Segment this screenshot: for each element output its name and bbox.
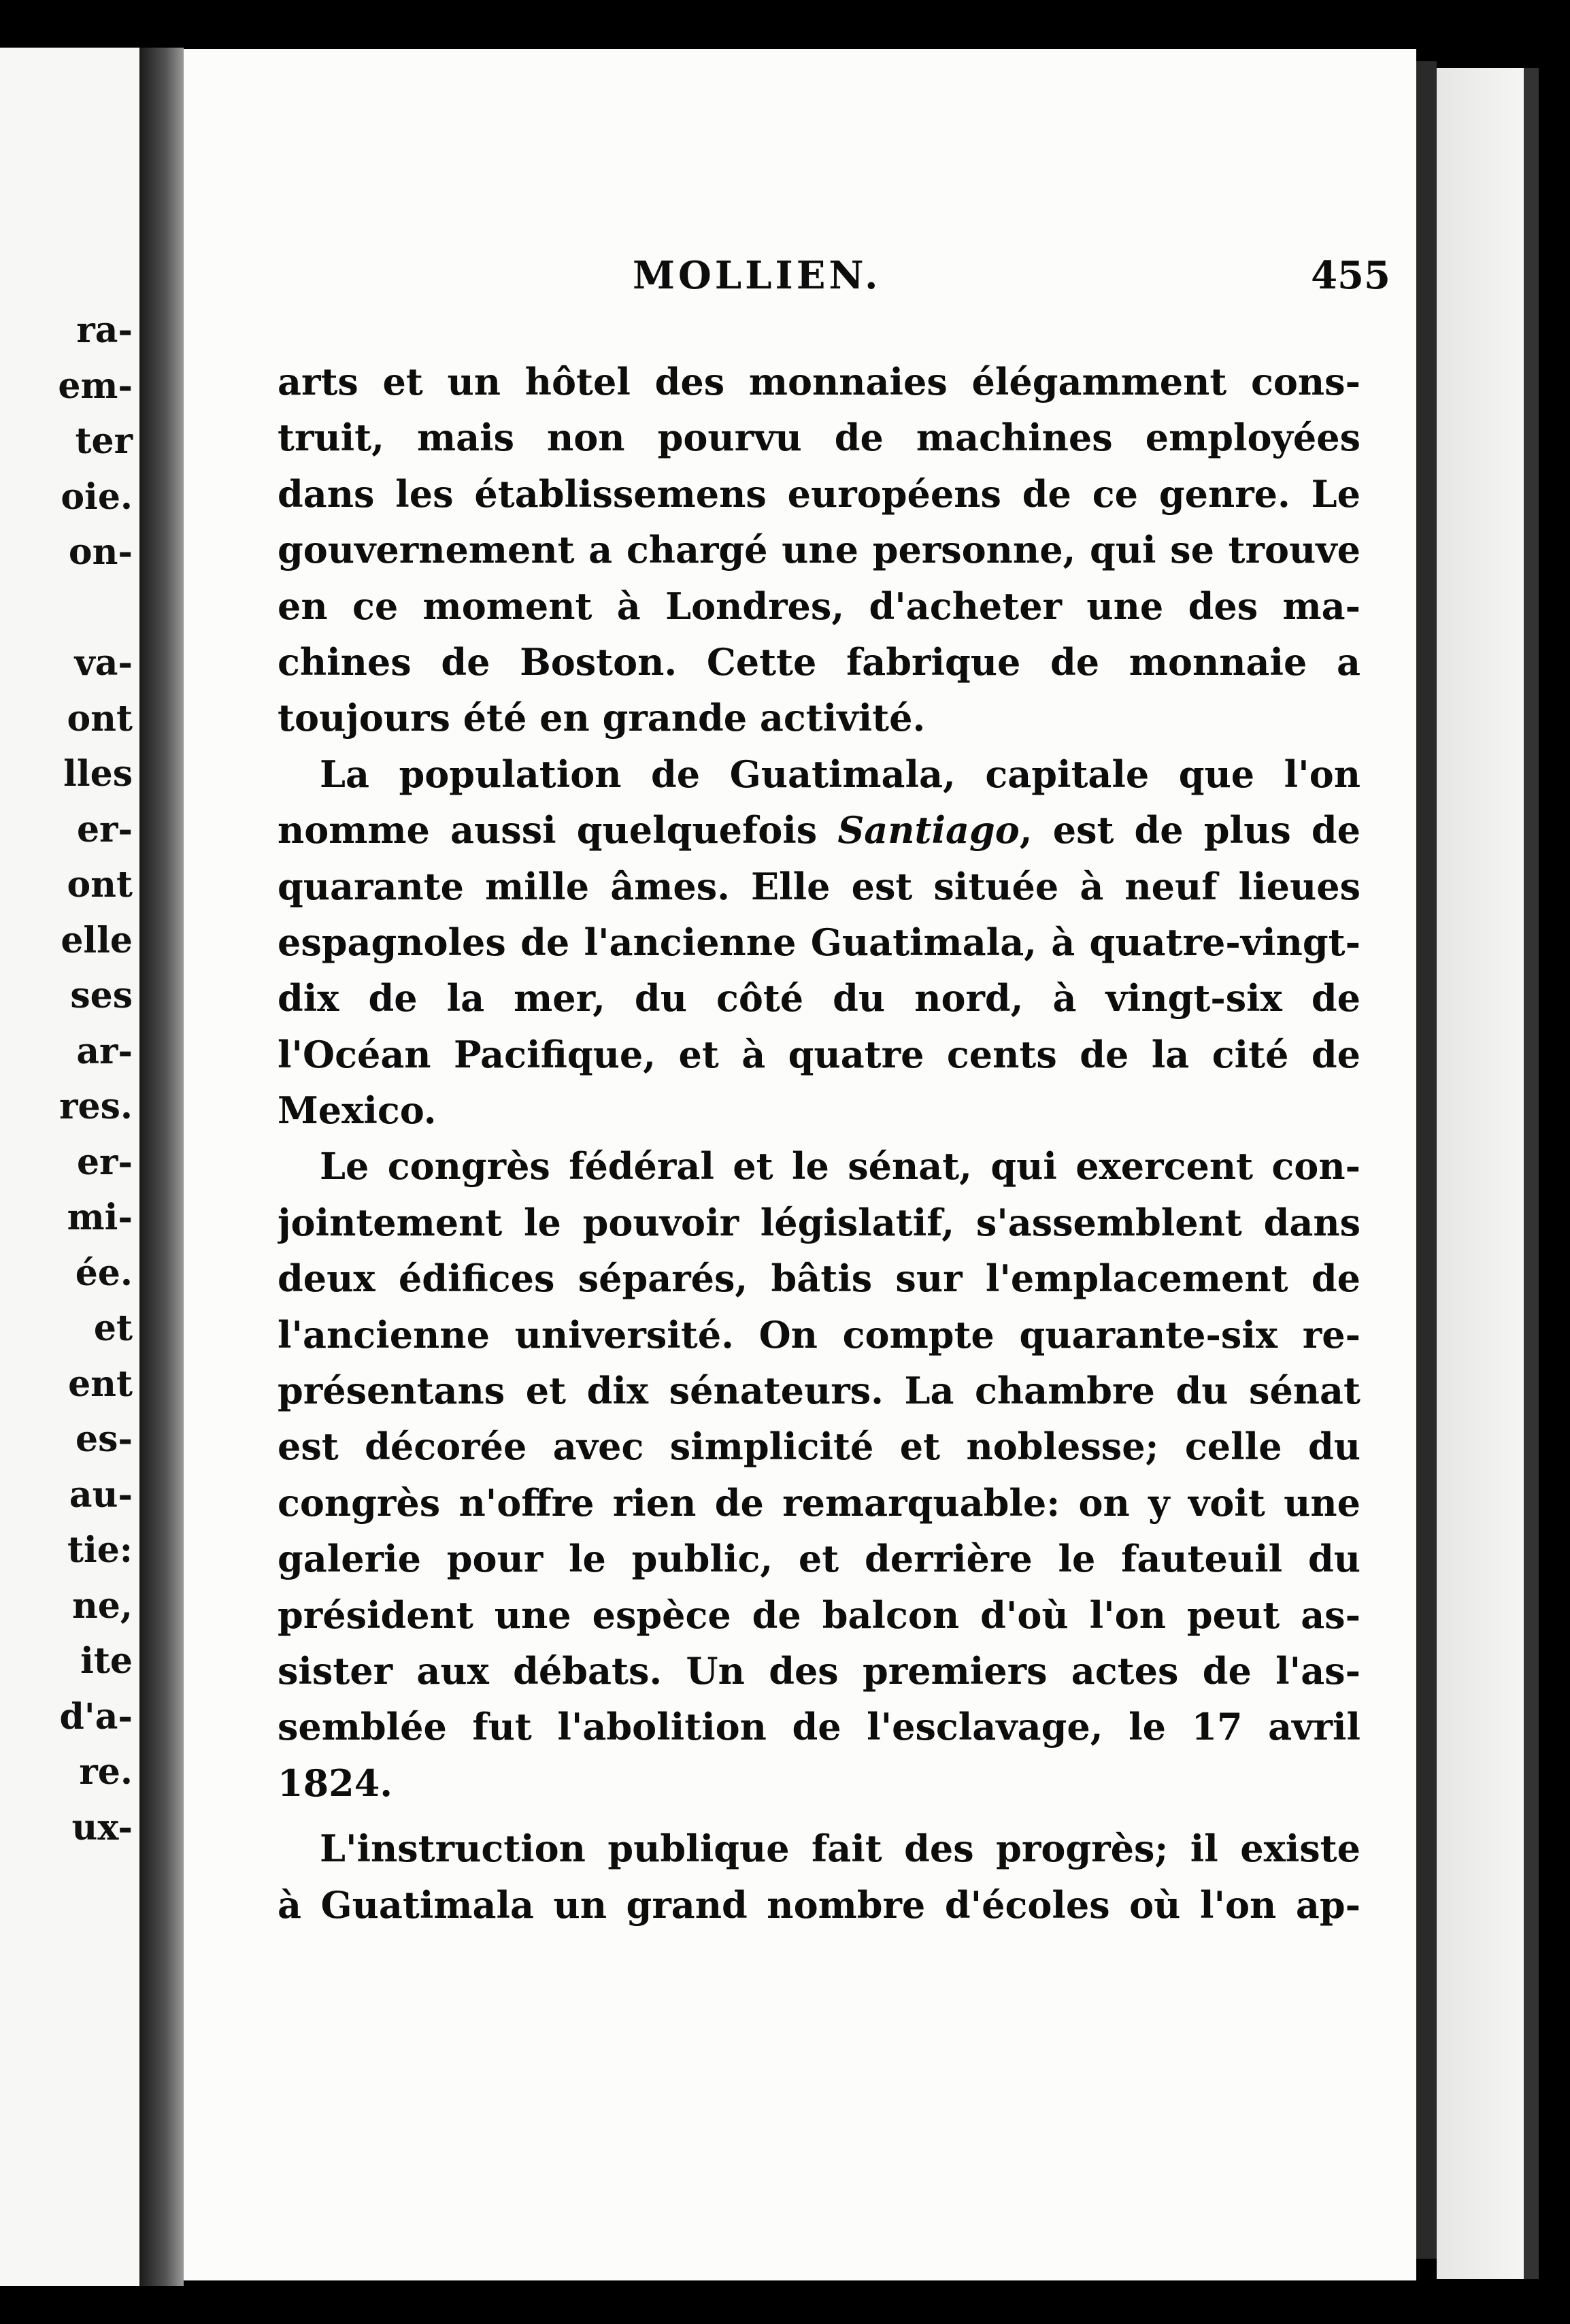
- previous-page-line-fragment: tie:: [67, 1529, 133, 1571]
- previous-page-line-fragment: ne,: [72, 1584, 133, 1627]
- text-line: espagnoles de l'ancienne Guatimala, à quatre-vingt-: [278, 920, 1360, 964]
- text-line: chines de Boston. Cette fabrique de monnaie a: [278, 640, 1360, 684]
- previous-page-line-fragment: va-: [74, 642, 133, 684]
- text-line: congrès n'offre rien de remarquable: on y voit une: [278, 1480, 1360, 1525]
- text-line: jointement le pouvoir législatif, s'assemblent dans: [278, 1200, 1360, 1244]
- paragraph: [278, 1138, 1360, 1811]
- previous-page-line-fragment: re.: [79, 1751, 133, 1793]
- text-line: toujours été en grande activité.: [278, 696, 926, 740]
- previous-page-line-fragment: au-: [69, 1474, 133, 1516]
- text-line: dix de la mer, du côté du nord, à vingt-six de: [278, 976, 1360, 1020]
- paragraph: [278, 746, 1360, 1139]
- previous-page-line-fragment: ée.: [75, 1252, 133, 1294]
- text-line: à Guatimala un grand nombre d'écoles où l'on ap-: [278, 1882, 1360, 1927]
- previous-page-line-fragment: ar-: [76, 1030, 133, 1072]
- running-head: MOLLIEN.: [633, 253, 882, 298]
- previous-page-line-fragment: et: [93, 1308, 133, 1349]
- next-page-edge: [1437, 68, 1524, 2279]
- text-line: 1824.: [278, 1761, 393, 1805]
- text-line: est décorée avec simplicité et noblesse; celle du: [278, 1425, 1360, 1469]
- text-line: L'instruction publique fait des progrès; il existe: [320, 1827, 1360, 1871]
- previous-page-edge: [0, 48, 139, 2286]
- previous-page-line-fragment: ra-: [76, 310, 133, 351]
- previous-page-line-fragment: ont: [67, 697, 133, 740]
- text-line: sister aux débats. Un des premiers actes de l'as-: [278, 1648, 1360, 1693]
- text-line: La population de Guatimala, capitale que l'on: [320, 752, 1360, 796]
- page-edge-dark: [1524, 68, 1539, 2279]
- text-line: semblée fut l'abolition de l'esclavage, le 17 avril: [278, 1705, 1360, 1749]
- paragraph: [278, 354, 1360, 746]
- text-line: l'Océan Pacifique, et à quatre cents de la cité de: [278, 1032, 1360, 1076]
- previous-page-line-fragment: ont: [67, 864, 133, 906]
- text-line: l'ancienne université. On compte quarante-six re-: [278, 1312, 1360, 1357]
- text-line: deux édifices séparés, bâtis sur l'emplacement de: [278, 1257, 1360, 1301]
- text-line: Mexico.: [278, 1089, 437, 1133]
- text-line: galerie pour le public, et derrière le fauteuil du: [278, 1537, 1360, 1581]
- previous-page-line-fragment: on-: [68, 531, 133, 573]
- previous-page-line-fragment: es-: [76, 1418, 133, 1460]
- body-text: [278, 354, 1360, 1933]
- previous-page-line-fragment: oie.: [61, 476, 133, 518]
- paragraph: [278, 1821, 1360, 1933]
- text-line: arts et un hôtel des monnaies élégamment cons-: [278, 360, 1360, 403]
- previous-page-line-fragment: ux-: [71, 1806, 133, 1848]
- text-line: nomme aussi quelquefois Santiago, est de plus de: [278, 808, 1360, 852]
- previous-page-line-fragment: em-: [58, 365, 133, 407]
- text-line: truit, mais non pourvu de machines employées: [278, 416, 1360, 460]
- text-line: Le congrès fédéral et le sénat, qui exercent con-: [320, 1144, 1360, 1189]
- previous-page-line-fragment: res.: [59, 1086, 133, 1127]
- previous-page-line-fragment: ter: [75, 420, 133, 462]
- text-line: président une espèce de balcon d'où l'on peut as-: [278, 1593, 1360, 1637]
- book-page: [184, 49, 1416, 2280]
- text-line: gouvernement a chargé une personne, qui se trouve: [278, 528, 1360, 572]
- text-line: dans les établissemens européens de ce genre. Le: [278, 471, 1360, 516]
- previous-page-line-fragment: ent: [68, 1363, 133, 1405]
- italic-word: Santiago: [837, 808, 1020, 852]
- text-line: présentans et dix sénateurs. La chambre du sénat: [278, 1369, 1360, 1413]
- text-line: quarante mille âmes. Elle est située à neuf lieues: [278, 864, 1360, 908]
- previous-page-line-fragment: ses: [70, 975, 133, 1016]
- page-number: 455: [1311, 253, 1390, 298]
- previous-page-line-fragment: er-: [76, 1141, 133, 1183]
- previous-page-line-fragment: er-: [76, 808, 133, 850]
- book-gutter: [139, 48, 184, 2286]
- text-line: en ce moment à Londres, d'acheter une des ma-: [278, 584, 1360, 628]
- previous-page-line-fragment: d'a-: [59, 1695, 133, 1738]
- previous-page-line-fragment: mi-: [67, 1197, 133, 1238]
- previous-page-line-fragment: ite: [80, 1640, 133, 1682]
- previous-page-line-fragment: lles: [63, 753, 133, 795]
- previous-page-line-fragment: elle: [61, 919, 133, 961]
- page-edge-shadow: [1416, 61, 1437, 2259]
- page-header: [184, 253, 1416, 304]
